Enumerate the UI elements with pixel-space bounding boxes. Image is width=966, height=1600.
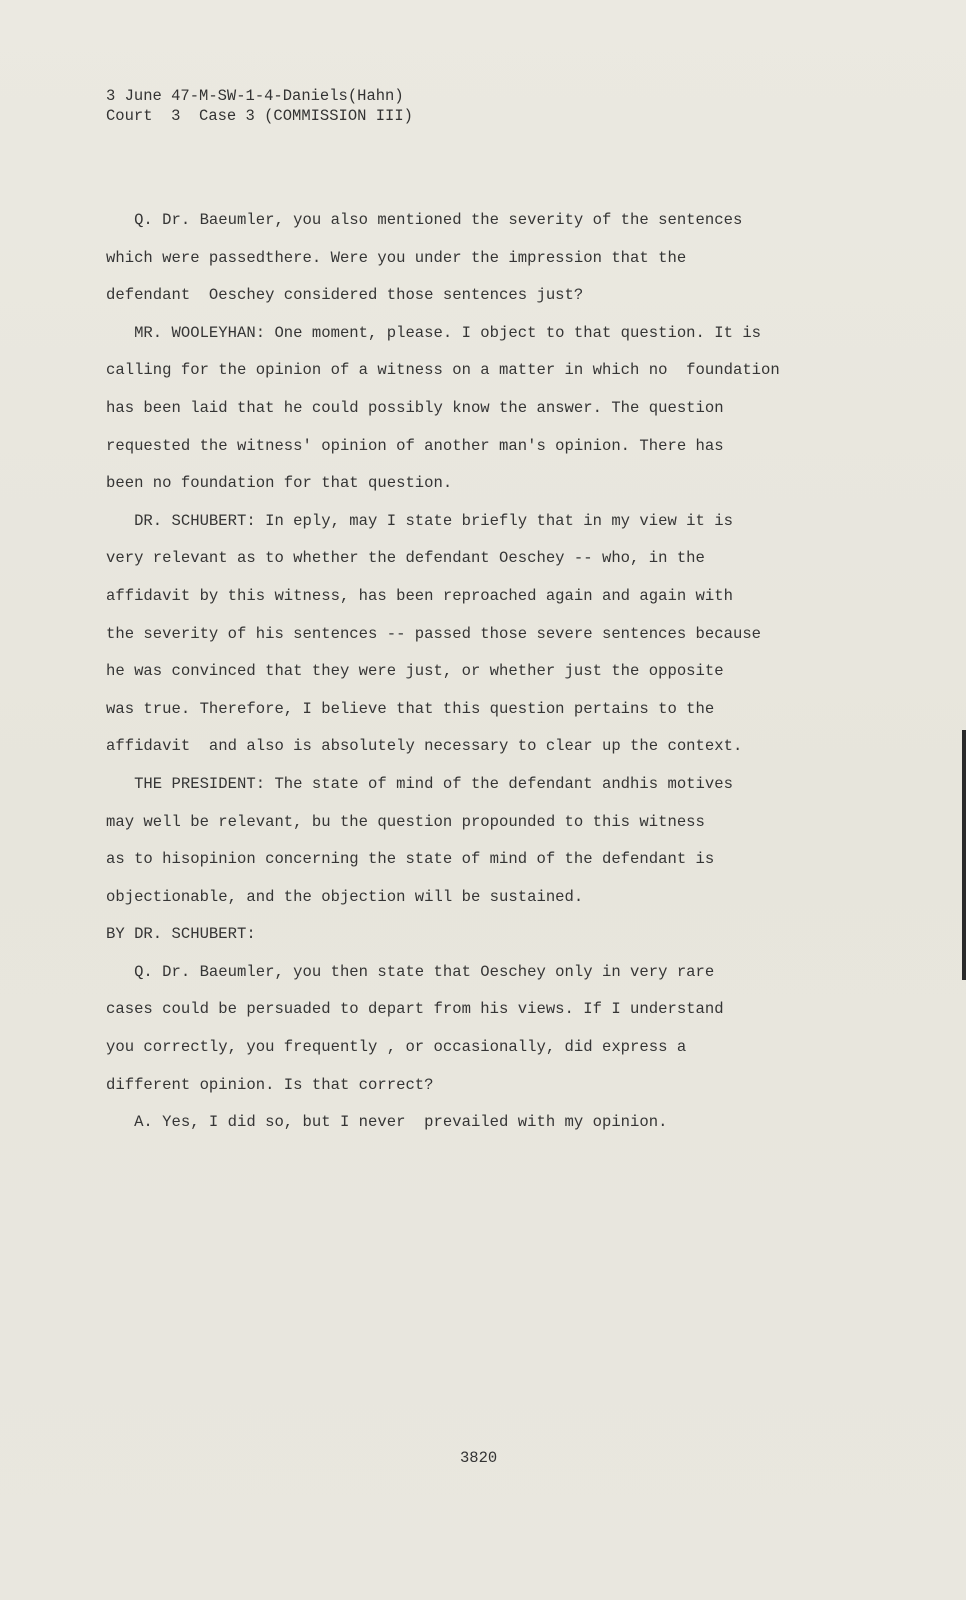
- transcript-line: MR. WOOLEYHAN: One moment, please. I object to that question. It is: [106, 323, 762, 342]
- document-header: [106, 86, 413, 126]
- transcript-line: different opinion. Is that correct?: [106, 1075, 434, 1094]
- transcript-line: DR. SCHUBERT: In eply, may I state briefly that in my view it is: [106, 511, 733, 530]
- transcript-line: A. Yes, I did so, but I never prevailed with my opinion.: [106, 1113, 668, 1132]
- transcript-body: [106, 202, 866, 1142]
- transcript-line: affidavit and also is absolutely necessary to clear up the context.: [106, 737, 743, 756]
- transcript-line: was true. Therefore, I believe that this question pertains to the: [106, 699, 715, 718]
- transcript-line: been no foundation for that question.: [106, 474, 453, 493]
- transcript-line: may well be relevant, bu the question propounded to this witness: [106, 812, 705, 831]
- transcript-line: requested the witness' opinion of another man's opinion. There has: [106, 436, 724, 455]
- transcript-line: which were passedthere. Were you under the impression that the: [106, 248, 687, 267]
- transcript-line: very relevant as to whether the defendant Oeschey -- who, in the: [106, 549, 705, 568]
- transcript-line: calling for the opinion of a witness on a matter in which no foundation: [106, 361, 780, 380]
- header-court-line: Court 3 Case 3 (COMMISSION III): [106, 107, 413, 125]
- transcript-line: THE PRESIDENT: The state of mind of the defendant andhis motives: [106, 774, 733, 793]
- transcript-line: the severity of his sentences -- passed those severe sentences because: [106, 624, 762, 643]
- transcript-line: cases could be persuaded to depart from his views. If I understand: [106, 1000, 724, 1019]
- transcript-line: BY DR. SCHUBERT:: [106, 925, 256, 944]
- transcript-line: he was convinced that they were just, or whether just the opposite: [106, 662, 724, 681]
- transcript-line: has been laid that he could possibly know the answer. The question: [106, 398, 724, 417]
- transcript-line: defendant Oeschey considered those sentences just?: [106, 286, 584, 305]
- page-edge-shadow: [962, 730, 966, 980]
- transcript-line: as to hisopinion concerning the state of mind of the defendant is: [106, 850, 715, 869]
- transcript-line: objectionable, and the objection will be sustained.: [106, 887, 584, 906]
- transcript-line: Q. Dr. Baeumler, you then state that Oeschey only in very rare: [106, 962, 715, 981]
- page-number: 3820: [460, 1449, 498, 1467]
- transcript-line: you correctly, you frequently , or occasionally, did express a: [106, 1038, 687, 1057]
- transcript-line: Q. Dr. Baeumler, you also mentioned the severity of the sentences: [106, 211, 743, 229]
- transcript-line: affidavit by this witness, has been reproached again and again with: [106, 586, 733, 605]
- header-date-line: 3 June 47-M-SW-1-4-Daniels(Hahn): [106, 87, 404, 105]
